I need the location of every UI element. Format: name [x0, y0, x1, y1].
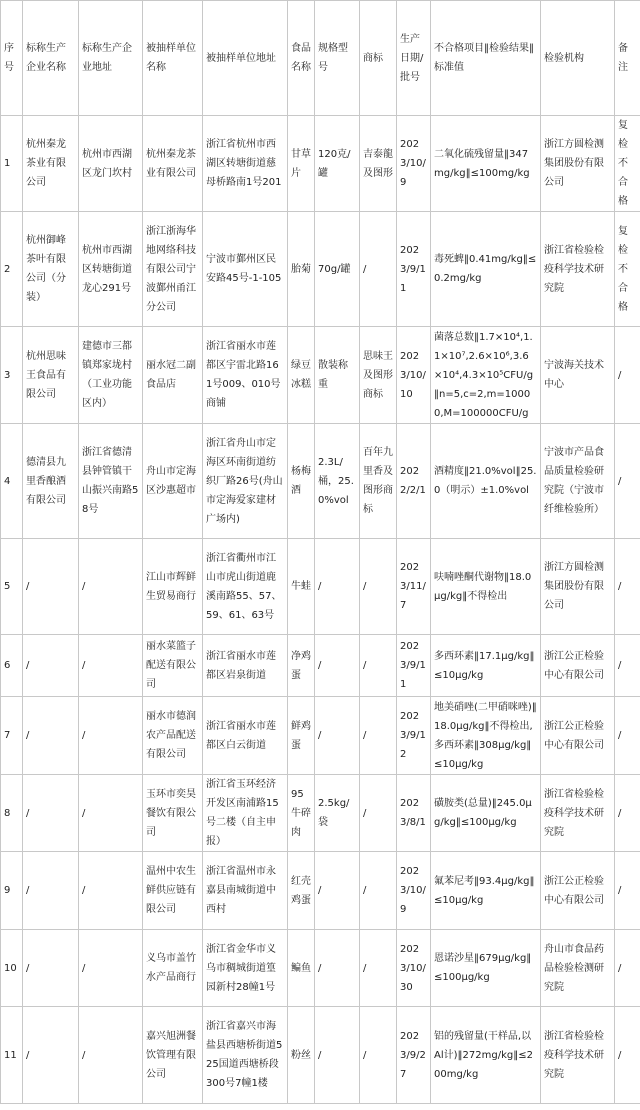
remark: / — [615, 327, 640, 424]
inspection-agency: 浙江公正检验中心有限公司 — [541, 697, 615, 775]
food-name: 粉丝 — [288, 1007, 315, 1104]
row-number: 9 — [1, 852, 23, 930]
manufacturer-name: / — [23, 697, 79, 775]
production-date: 2023/10/9 — [397, 852, 431, 930]
manufacturer-address: / — [79, 635, 143, 697]
col-header-sampled-name: 被抽样单位名称 — [143, 1, 203, 116]
sampled-unit-name: 玉环市奕昊餐饮有限公司 — [143, 775, 203, 852]
spec-model: 散装称重 — [315, 327, 360, 424]
remark: 复检不合格 — [615, 116, 640, 212]
sampled-unit-name: 温州中农生鲜供应链有限公司 — [143, 852, 203, 930]
manufacturer-address: 杭州市西湖区龙门坎村 — [79, 116, 143, 212]
food-name: 95牛碎肉 — [288, 775, 315, 852]
brand: / — [360, 1007, 397, 1104]
manufacturer-address: / — [79, 539, 143, 635]
table-row — [1, 852, 640, 930]
brand: / — [360, 635, 397, 697]
production-date: 2023/9/27 — [397, 1007, 431, 1104]
manufacturer-address: / — [79, 930, 143, 1007]
remark: / — [615, 424, 640, 539]
brand: / — [360, 930, 397, 1007]
inspection-agency: 浙江公正检验中心有限公司 — [541, 852, 615, 930]
manufacturer-address: / — [79, 852, 143, 930]
remark: / — [615, 775, 640, 852]
spec-model: 120克/罐 — [315, 116, 360, 212]
brand: / — [360, 697, 397, 775]
unqualified-item: 酒精度‖21.0%vol‖25.0（明示）±1.0%vol — [431, 424, 541, 539]
sampled-unit-address: 浙江省丽水市莲都区宇雷北路161号009、010号商铺 — [203, 327, 288, 424]
brand: / — [360, 852, 397, 930]
manufacturer-address: 杭州市西湖区转塘街道龙心291号 — [79, 212, 143, 327]
remark: / — [615, 635, 640, 697]
sampled-unit-address: 宁波市鄞州区民安路45号-1-105 — [203, 212, 288, 327]
sampled-unit-name: 义乌市盖竹水产品商行 — [143, 930, 203, 1007]
table-row — [1, 635, 640, 697]
spec-model: / — [315, 1007, 360, 1104]
sampled-unit-name: 舟山市定海区沙惠超市 — [143, 424, 203, 539]
sampled-unit-address: 浙江省杭州市西湖区转塘街道慈母桥路南1号201 — [203, 116, 288, 212]
remark: 复检不合格 — [615, 212, 640, 327]
sampled-unit-name: 丽水冠二副食品店 — [143, 327, 203, 424]
unqualified-item: 氟苯尼考‖93.4μg/kg‖≤10μg/kg — [431, 852, 541, 930]
manufacturer-name: / — [23, 930, 79, 1007]
row-number: 7 — [1, 697, 23, 775]
table-row — [1, 424, 640, 539]
manufacturer-address: 建德市三都镇郑家垅村（工业功能区内） — [79, 327, 143, 424]
inspection-agency: 浙江省检验检疫科学技术研究院 — [541, 775, 615, 852]
unqualified-item: 磺胺类(总量)‖245.0μg/kg‖≤100μg/kg — [431, 775, 541, 852]
remark: / — [615, 539, 640, 635]
inspection-agency: 浙江方圆检测集团股份有限公司 — [541, 539, 615, 635]
food-name: 净鸡蛋 — [288, 635, 315, 697]
row-number: 5 — [1, 539, 23, 635]
manufacturer-name: / — [23, 1007, 79, 1104]
col-header-spec: 规格型号 — [315, 1, 360, 116]
food-name: 胎菊 — [288, 212, 315, 327]
manufacturer-address: / — [79, 775, 143, 852]
col-header-sampled-address: 被抽样单位地址 — [203, 1, 288, 116]
manufacturer-name: 杭州御峰茶叶有限公司（分装） — [23, 212, 79, 327]
table-body — [1, 116, 640, 1104]
row-number: 6 — [1, 635, 23, 697]
sampled-unit-address: 浙江省丽水市莲都区白云街道 — [203, 697, 288, 775]
production-date: 2023/10/10 — [397, 327, 431, 424]
sampled-unit-address: 浙江省温州市永嘉县南城街道中西村 — [203, 852, 288, 930]
table-row — [1, 697, 640, 775]
sampled-unit-name: 嘉兴旭洲餐饮管理有限公司 — [143, 1007, 203, 1104]
unqualified-item: 铝的残留量(干样品,以Al计)‖272mg/kg‖≤200mg/kg — [431, 1007, 541, 1104]
spec-model: / — [315, 852, 360, 930]
inspection-agency: 浙江方圆检测集团股份有限公司 — [541, 116, 615, 212]
manufacturer-address: 浙江省德清县钟管镇干山振兴南路58号 — [79, 424, 143, 539]
food-name: 甘草片 — [288, 116, 315, 212]
row-number: 11 — [1, 1007, 23, 1104]
col-header-mfr-name: 标称生产企业名称 — [23, 1, 79, 116]
spec-model: / — [315, 697, 360, 775]
sampled-unit-address: 浙江省舟山市定海区环南街道纺织厂路26号(舟山市定海爱家建材广场内) — [203, 424, 288, 539]
row-number: 8 — [1, 775, 23, 852]
brand: / — [360, 539, 397, 635]
table-row — [1, 327, 640, 424]
table-row — [1, 539, 640, 635]
sampled-unit-address: 浙江省嘉兴市海盐县西塘桥街道525国道西塘桥段300号7幢1楼 — [203, 1007, 288, 1104]
production-date: 2023/9/11 — [397, 212, 431, 327]
remark: / — [615, 852, 640, 930]
brand: 百年九里香及图形商标 — [360, 424, 397, 539]
spec-model: 70g/罐 — [315, 212, 360, 327]
food-name: 鲜鸡蛋 — [288, 697, 315, 775]
table-row — [1, 775, 640, 852]
manufacturer-name: / — [23, 539, 79, 635]
manufacturer-name: 德清县九里香酿酒有限公司 — [23, 424, 79, 539]
manufacturer-address: / — [79, 697, 143, 775]
spec-model: / — [315, 930, 360, 1007]
sampled-unit-name: 丽水菜篮子配送有限公司 — [143, 635, 203, 697]
food-name: 红壳鸡蛋 — [288, 852, 315, 930]
unqualified-item: 多西环素‖17.1μg/kg‖≤10μg/kg — [431, 635, 541, 697]
sampled-unit-address: 浙江省衢州市江山市虎山街道鹿溪南路55、57、59、61、63号 — [203, 539, 288, 635]
inspection-agency: 浙江省检验检疫科学技术研究院 — [541, 212, 615, 327]
sampled-unit-address: 浙江省金华市义乌市稠城街道篁园新村28幢1号 — [203, 930, 288, 1007]
unqualified-item: 二氧化硫残留量‖347mg/kg‖≤100mg/kg — [431, 116, 541, 212]
col-header-no: 序号 — [1, 1, 23, 116]
row-number: 10 — [1, 930, 23, 1007]
col-header-date: 生产日期/批号 — [397, 1, 431, 116]
unqualified-item: 恩诺沙星‖679μg/kg‖≤100μg/kg — [431, 930, 541, 1007]
remark: / — [615, 1007, 640, 1104]
spec-model: 2.5kg/袋 — [315, 775, 360, 852]
remark: / — [615, 930, 640, 1007]
food-name: 绿豆冰糕 — [288, 327, 315, 424]
col-header-mfr-address: 标称生产企业地址 — [79, 1, 143, 116]
manufacturer-name: / — [23, 852, 79, 930]
production-date: 2022/2/1 — [397, 424, 431, 539]
inspection-agency: 宁波市产品食品质量检验研究院（宁波市纤维检验所） — [541, 424, 615, 539]
brand: / — [360, 212, 397, 327]
manufacturer-address: / — [79, 1007, 143, 1104]
sampled-unit-name: 丽水市德润农产品配送有限公司 — [143, 697, 203, 775]
table-row — [1, 212, 640, 327]
inspection-agency: 宁波海关技术中心 — [541, 327, 615, 424]
col-header-brand: 商标 — [360, 1, 397, 116]
spec-model: / — [315, 539, 360, 635]
unqualified-item: 菌落总数‖1.7×10⁴,1.1×10⁷,2.6×10⁶,3.6×10⁴,4.3×10⁵CFU/g‖n=5,c=2,m=10000,M=100000CFU/g — [431, 327, 541, 424]
sampled-unit-name: 江山市辉鲜生贸易商行 — [143, 539, 203, 635]
col-header-food-name: 食品名称 — [288, 1, 315, 116]
unqualified-item: 地美硝唑(二甲硝咪唑)‖18.0μg/kg‖不得检出,多西环素‖308μg/kg‖≤10μg/kg — [431, 697, 541, 775]
manufacturer-name: 杭州秦龙茶业有限公司 — [23, 116, 79, 212]
production-date: 2023/10/30 — [397, 930, 431, 1007]
inspection-agency: 浙江公正检验中心有限公司 — [541, 635, 615, 697]
table-row — [1, 930, 640, 1007]
food-name: 鳊鱼 — [288, 930, 315, 1007]
header-row — [1, 1, 640, 116]
table-row — [1, 1007, 640, 1104]
col-header-agency: 检验机构 — [541, 1, 615, 116]
row-number: 2 — [1, 212, 23, 327]
production-date: 2023/11/7 — [397, 539, 431, 635]
spec-model: 2.3L/桶，25.0%vol — [315, 424, 360, 539]
manufacturer-name: / — [23, 635, 79, 697]
sampled-unit-address: 浙江省玉环经济开发区南浦路15号二楼（自主申报） — [203, 775, 288, 852]
production-date: 2023/9/12 — [397, 697, 431, 775]
col-header-unqualified-item: 不合格项目‖检验结果‖标准值 — [431, 1, 541, 116]
col-header-remark: 备注 — [615, 1, 640, 116]
production-date: 2023/8/1 — [397, 775, 431, 852]
row-number: 1 — [1, 116, 23, 212]
sampled-unit-address: 浙江省丽水市莲都区岩泉街道 — [203, 635, 288, 697]
inspection-agency: 舟山市食品药品检验检测研究院 — [541, 930, 615, 1007]
spec-model: / — [315, 635, 360, 697]
production-date: 2023/9/11 — [397, 635, 431, 697]
brand: 吉泰龍及图形 — [360, 116, 397, 212]
remark: / — [615, 697, 640, 775]
table-row — [1, 116, 640, 212]
inspection-agency: 浙江省检验检疫科学技术研究院 — [541, 1007, 615, 1104]
manufacturer-name: / — [23, 775, 79, 852]
unqualified-item: 毒死蜱‖0.41mg/kg‖≤0.2mg/kg — [431, 212, 541, 327]
row-number: 4 — [1, 424, 23, 539]
production-date: 2023/10/9 — [397, 116, 431, 212]
sampled-unit-name: 浙江浙海华地网络科技有限公司宁波鄞州甬江分公司 — [143, 212, 203, 327]
food-name: 杨梅酒 — [288, 424, 315, 539]
manufacturer-name: 杭州思味王食品有限公司 — [23, 327, 79, 424]
unqualified-item: 呋喃唑酮代谢物‖18.0μg/kg‖不得检出 — [431, 539, 541, 635]
row-number: 3 — [1, 327, 23, 424]
food-name: 牛蛙 — [288, 539, 315, 635]
brand: 思味王及图形商标 — [360, 327, 397, 424]
brand: / — [360, 775, 397, 852]
sampled-unit-name: 杭州秦龙茶业有限公司 — [143, 116, 203, 212]
